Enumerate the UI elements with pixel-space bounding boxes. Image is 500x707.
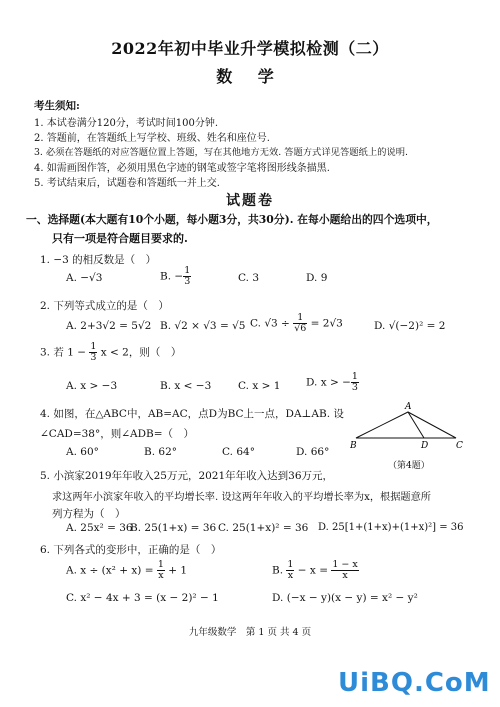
q3-option-c: C. x > 1 bbox=[238, 380, 281, 392]
q5-option-d: D. 25[1+(1+x)+(1+x)²] = 36 bbox=[318, 522, 464, 533]
label-b: B bbox=[350, 441, 357, 451]
q4-stem-cont: ∠CAD=38°，则∠ADB=（ ） bbox=[40, 428, 195, 440]
q5-option-c: C. 25(1+x)² = 36 bbox=[218, 522, 309, 534]
label-d: D bbox=[421, 441, 429, 451]
notice-heading: 考生须知: bbox=[34, 100, 80, 112]
q1-option-b: B. − $\frac{1}{3}$ bbox=[160, 265, 191, 287]
q5-stem-cont: 求这两年小滨家年收入的平均增长率. 设这两年年收入的平均增长率为x，根据题意所 bbox=[52, 492, 431, 503]
q4-stem: 4. 如图，在△ABC中，AB=AC，点D为BC上一点，DA⊥AB. 设 bbox=[40, 408, 344, 420]
notice-item: 4. 如需画图作答，必须用黑色字迹的钢笔或签字笔将图形线条描黑. bbox=[34, 163, 330, 174]
watermark-logo: UiBQ.CoM bbox=[338, 668, 491, 698]
q2-option-b: B. √2 × √3 = √5 bbox=[160, 320, 246, 332]
q5-option-a: A. 25x² = 36 bbox=[66, 522, 133, 534]
q3-option-a: A. x > −3 bbox=[66, 380, 118, 392]
q5-stem-cont2: 列方程为（ ） bbox=[52, 508, 126, 520]
q2-option-d: D. √(−2)² = 2 bbox=[374, 320, 446, 332]
q4-option-d: D. 66° bbox=[296, 446, 330, 458]
q5-option-b: B. 25(1+x) = 36 bbox=[130, 522, 217, 534]
notice-item: 5. 考试结束后，试题卷和答题纸一并上交. bbox=[34, 178, 220, 189]
q6-option-c: C. x² − 4x + 3 = (x − 2)² − 1 bbox=[66, 592, 219, 604]
q1-stem: 1. −3 的相反数是（ ） bbox=[40, 254, 157, 266]
triangle-abc bbox=[356, 412, 456, 438]
q4-option-c: C. 64° bbox=[222, 446, 255, 458]
page-title: 2022年初中毕业升学模拟检测（二） bbox=[111, 39, 389, 58]
q4-option-a: A. 60° bbox=[66, 446, 99, 458]
q6-option-d: D. (−x − y)(x − y) = x² − y² bbox=[272, 592, 418, 604]
notice-item: 1. 本试卷满分120分，考试时间100分钟. bbox=[34, 118, 219, 129]
q5-stem: 5. 小滨家2019年年收入25万元，2021年年收入达到36万元， bbox=[40, 470, 334, 482]
q6-option-b: B. $\frac{1}{x}$ − x = $\frac{1 - x}{x}$ bbox=[272, 559, 358, 581]
q1-option-c: C. 3 bbox=[238, 272, 260, 284]
q1-option-d: D. 9 bbox=[306, 272, 328, 284]
q1-option-a: A. −√3 bbox=[66, 272, 103, 284]
q2-stem: 2. 下列等式成立的是（ ） bbox=[40, 300, 169, 312]
q3-option-d: D. x > − $\frac{1}{3}$ bbox=[306, 371, 358, 393]
q4-figure-caption: （第4题） bbox=[388, 461, 430, 471]
q6-stem: 6. 下列各式的变形中，正确的是（ ） bbox=[40, 544, 222, 556]
section-1-instructions: 一、选择题(本大题有10个小题，每小题3分，共30分). 在每小题给出的四个选项中， bbox=[26, 213, 438, 226]
subject-heading: 数 学 bbox=[216, 67, 284, 86]
section-1-instructions-cont: 只有一项是符合题目要求的. bbox=[52, 232, 188, 245]
q2-option-a: A. 2+3√2 = 5√2 bbox=[66, 320, 152, 332]
notice-item: 2. 答题前，在答题纸上写学校、班级、姓名和座位号. bbox=[34, 133, 270, 144]
q4-option-b: B. 62° bbox=[144, 446, 178, 458]
notice-item: 3. 必须在答题纸的对应答题位置上答题，写在其他地方无效. 答题方式详见答题纸上的说明. bbox=[34, 147, 408, 158]
q3-stem: 3. 若 1 − $\frac{1}{3}$ x < 2，则（ ） bbox=[40, 341, 182, 363]
q6-option-a: A. x ÷ (x² + x) = $\frac{1}{x}$ + 1 bbox=[66, 559, 188, 581]
label-a: A bbox=[405, 402, 412, 412]
paper-heading: 试题卷 bbox=[226, 193, 274, 209]
q3-option-b: B. x < −3 bbox=[160, 380, 212, 392]
page-footer: 九年级数学 第 1 页 共 4 页 bbox=[188, 627, 312, 638]
q2-option-c: C. √3 ÷ $\frac{1}{√6}$ = 2√3 bbox=[250, 312, 343, 334]
label-c: C bbox=[456, 441, 463, 451]
